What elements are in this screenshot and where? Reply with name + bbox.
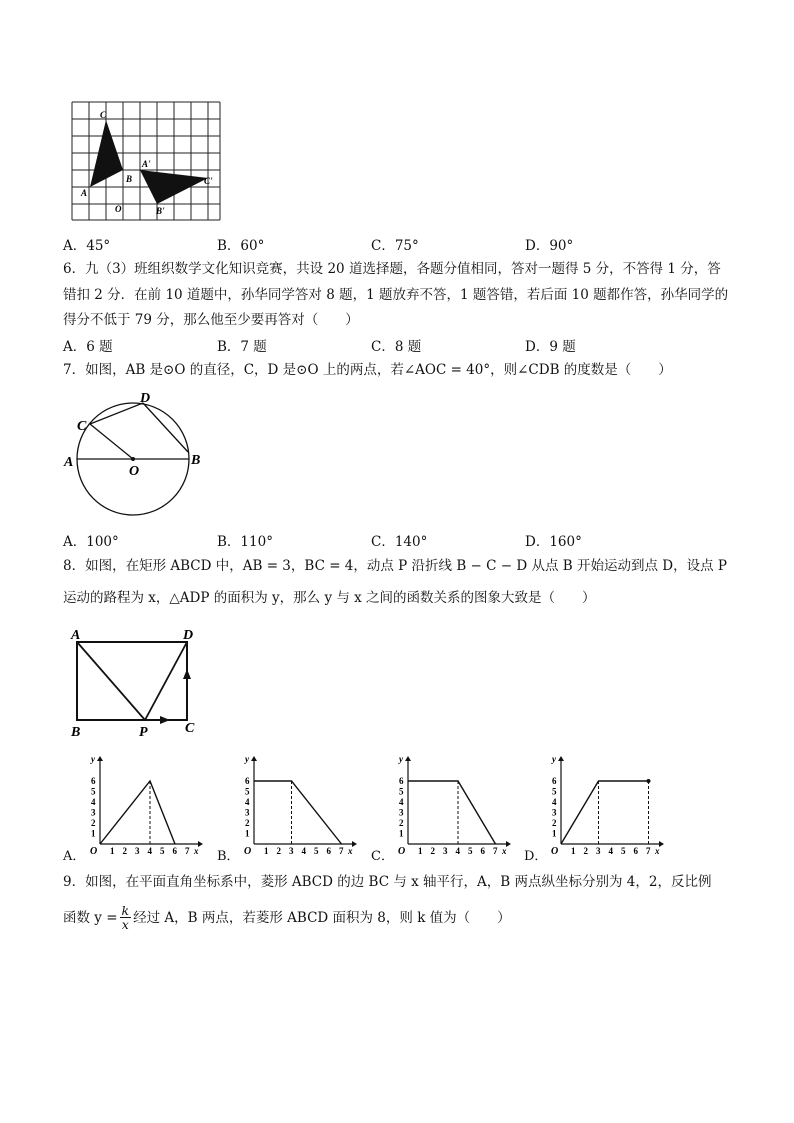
circle-figure	[60, 390, 220, 522]
q5-option-d[interactable]: D．90°	[525, 238, 574, 254]
x-axis-label: x	[655, 846, 660, 856]
label-b: B	[191, 453, 201, 468]
fraction-numerator: k	[121, 903, 130, 918]
y-tick-label: 3	[552, 807, 557, 818]
q6-option-d[interactable]: D．9 题	[525, 339, 576, 355]
q6-text-line-2: 错扣 2 分．在前 10 道题中，孙华同学答对 8 题，1 题放弃不答，1 题答错，若后面 10 题都作答，孙华同学的	[63, 287, 729, 303]
origin-label: O	[398, 846, 406, 857]
label-o: O	[129, 464, 140, 479]
y-tick-label: 3	[245, 807, 250, 818]
x-tick-label: 4	[455, 846, 460, 856]
x-tick-label: 4	[608, 846, 613, 856]
q8-option-c-label[interactable]: C．	[371, 849, 394, 864]
q8-text-line-1: 8．如图，在矩形 ABCD 中，AB = 3，BC = 4，动点 P 沿折线 B − C − D 从点 B 开始运动到点 D，设点 P	[63, 558, 727, 574]
y-axis-label: y	[91, 754, 95, 764]
y-tick-label: 4	[552, 797, 557, 807]
rectangle-figure	[62, 624, 212, 740]
x-tick-label: 5	[314, 846, 319, 856]
y-tick-label: 6	[399, 776, 404, 786]
graph-option-d[interactable]	[547, 754, 665, 858]
q8-option-a-label[interactable]: A．	[63, 849, 86, 864]
graph-option-c[interactable]	[394, 754, 512, 858]
x-tick-label: 1	[571, 846, 576, 856]
q5-options	[63, 234, 723, 254]
label-a: A	[64, 455, 74, 470]
label-p: P	[139, 725, 148, 740]
q8-option-d-label[interactable]: D．	[524, 849, 548, 864]
x-tick-label: 7	[185, 846, 190, 856]
x-axis-label: x	[194, 846, 199, 856]
x-axis-arrow	[352, 841, 357, 847]
y-tick-label: 4	[245, 797, 250, 807]
q5-option-c[interactable]: C．75°	[371, 238, 419, 254]
origin-label: O	[244, 846, 252, 857]
label-o: O	[115, 204, 122, 214]
y-tick-label: 5	[91, 786, 96, 797]
y-tick-label: 6	[552, 776, 557, 786]
x-tick-label: 1	[110, 846, 115, 856]
x-axis-label: x	[348, 846, 353, 856]
q6-option-c[interactable]: C．8 题	[371, 339, 422, 355]
x-tick-label: 6	[172, 846, 177, 856]
q7-text: 7．如图，AB 是⊙O 的直径，C，D 是⊙O 上的两点，若∠AOC = 40°，则∠CDB 的度数是（ ）	[63, 362, 672, 378]
origin-label: O	[90, 846, 98, 857]
y-axis-arrow	[97, 756, 103, 761]
fraction-denominator: x	[121, 917, 129, 932]
label-b-prime: B'	[156, 206, 165, 216]
x-tick-label: 5	[621, 846, 626, 856]
y-tick-label: 2	[552, 818, 557, 828]
q5-option-b[interactable]: B．60°	[217, 238, 265, 254]
x-axis-label: x	[502, 846, 507, 856]
x-tick-label: 2	[430, 846, 435, 856]
y-tick-label: 3	[91, 807, 96, 818]
q6-options	[63, 335, 723, 355]
y-tick-label: 5	[552, 786, 557, 797]
q7-option-b[interactable]: B．110°	[217, 534, 273, 550]
function-curve	[561, 781, 649, 844]
x-tick-label: 7	[339, 846, 344, 856]
label-c-prime: C'	[204, 176, 213, 186]
x-axis-arrow	[506, 841, 511, 847]
q9-text-line-2	[63, 904, 511, 931]
x-tick-label: 5	[160, 846, 165, 856]
x-tick-label: 7	[646, 846, 651, 856]
label-c: C	[185, 721, 195, 736]
y-tick-label: 2	[91, 818, 96, 828]
x-tick-label: 5	[468, 846, 473, 856]
x-tick-label: 4	[147, 846, 152, 856]
y-tick-label: 2	[245, 818, 250, 828]
y-axis-label: y	[552, 754, 556, 764]
graph-option-b[interactable]	[240, 754, 358, 858]
label-a-prime: A'	[142, 159, 151, 169]
q6-option-b[interactable]: B．7 题	[217, 339, 267, 355]
origin-label: O	[551, 846, 559, 857]
y-tick-label: 2	[399, 818, 404, 828]
y-tick-label: 4	[399, 797, 404, 807]
y-tick-label: 3	[399, 807, 404, 818]
function-curve	[254, 781, 342, 844]
x-tick-label: 6	[633, 846, 638, 856]
y-tick-label: 1	[91, 828, 96, 839]
q6-text-line-3: 得分不低于 79 分，那么他至少要再答对（ ）	[63, 312, 359, 328]
q7-options	[63, 530, 723, 550]
x-tick-label: 2	[122, 846, 127, 856]
y-axis-arrow	[405, 756, 411, 761]
y-tick-label: 5	[399, 786, 404, 797]
x-tick-label: 3	[596, 846, 601, 856]
x-tick-label: 7	[493, 846, 498, 856]
q9-function-suffix: 经过 A，B 两点，若菱形 ABCD 面积为 8，则 k 值为（ ）	[133, 909, 511, 926]
x-tick-label: 4	[301, 846, 306, 856]
q8-option-b-label[interactable]: B．	[217, 849, 240, 864]
y-axis-label: y	[245, 754, 249, 764]
x-tick-label: 3	[135, 846, 140, 856]
graph-option-a[interactable]	[86, 754, 204, 858]
y-tick-label: 1	[552, 828, 557, 839]
x-tick-label: 1	[264, 846, 269, 856]
q9-function-prefix: 函数 y =	[63, 909, 118, 926]
y-tick-label: 4	[91, 797, 96, 807]
x-tick-label: 2	[276, 846, 281, 856]
fraction-k-over-x	[120, 904, 132, 931]
y-tick-label: 6	[245, 776, 250, 786]
q5-option-a[interactable]: A．45°	[63, 238, 111, 254]
rotation-grid-figure	[70, 100, 222, 222]
y-tick-label: 6	[91, 776, 96, 786]
x-tick-label: 3	[289, 846, 294, 856]
y-tick-label: 1	[399, 828, 404, 839]
q7-option-a[interactable]: A．100°	[63, 534, 119, 550]
label-d: D	[183, 628, 194, 643]
label-a: A	[71, 628, 81, 643]
y-axis-arrow	[558, 756, 564, 761]
label-c: C	[77, 419, 87, 434]
label-b: B	[126, 174, 133, 184]
y-tick-label: 5	[245, 786, 250, 797]
y-tick-label: 1	[245, 828, 250, 839]
label-d: D	[140, 391, 151, 406]
q6-option-a[interactable]: A．6 题	[63, 339, 113, 355]
x-tick-label: 2	[583, 846, 588, 856]
q8-text-line-2: 运动的路程为 x，△ADP 的面积为 y，那么 y 与 x 之间的函数关系的图象大致是（ ）	[63, 590, 596, 606]
x-axis-arrow	[659, 841, 664, 847]
function-curve	[100, 781, 175, 844]
q7-option-d[interactable]: D．160°	[525, 534, 582, 550]
function-curve	[408, 781, 496, 844]
x-tick-label: 6	[326, 846, 331, 856]
x-tick-label: 6	[480, 846, 485, 856]
x-tick-label: 3	[443, 846, 448, 856]
y-axis-label: y	[399, 754, 403, 764]
label-a: A	[81, 188, 88, 198]
x-tick-label: 1	[418, 846, 423, 856]
q9-text-line-1: 9．如图，在平面直角坐标系中，菱形 ABCD 的边 BC 与 x 轴平行，A，B 两点纵坐标分别为 4，2，反比例	[63, 874, 712, 890]
label-b: B	[71, 725, 81, 740]
endpoint-dot	[647, 779, 651, 783]
y-axis-arrow	[251, 756, 257, 761]
label-c: C	[100, 110, 107, 120]
q7-option-c[interactable]: C．140°	[371, 534, 428, 550]
x-axis-arrow	[198, 841, 203, 847]
q6-text-line-1: 6．九（3）班组织数学文化知识竞赛，共设 20 道选择题，各题分值相同，答对一题得 5 分，不答得 1 分，答	[63, 261, 721, 277]
